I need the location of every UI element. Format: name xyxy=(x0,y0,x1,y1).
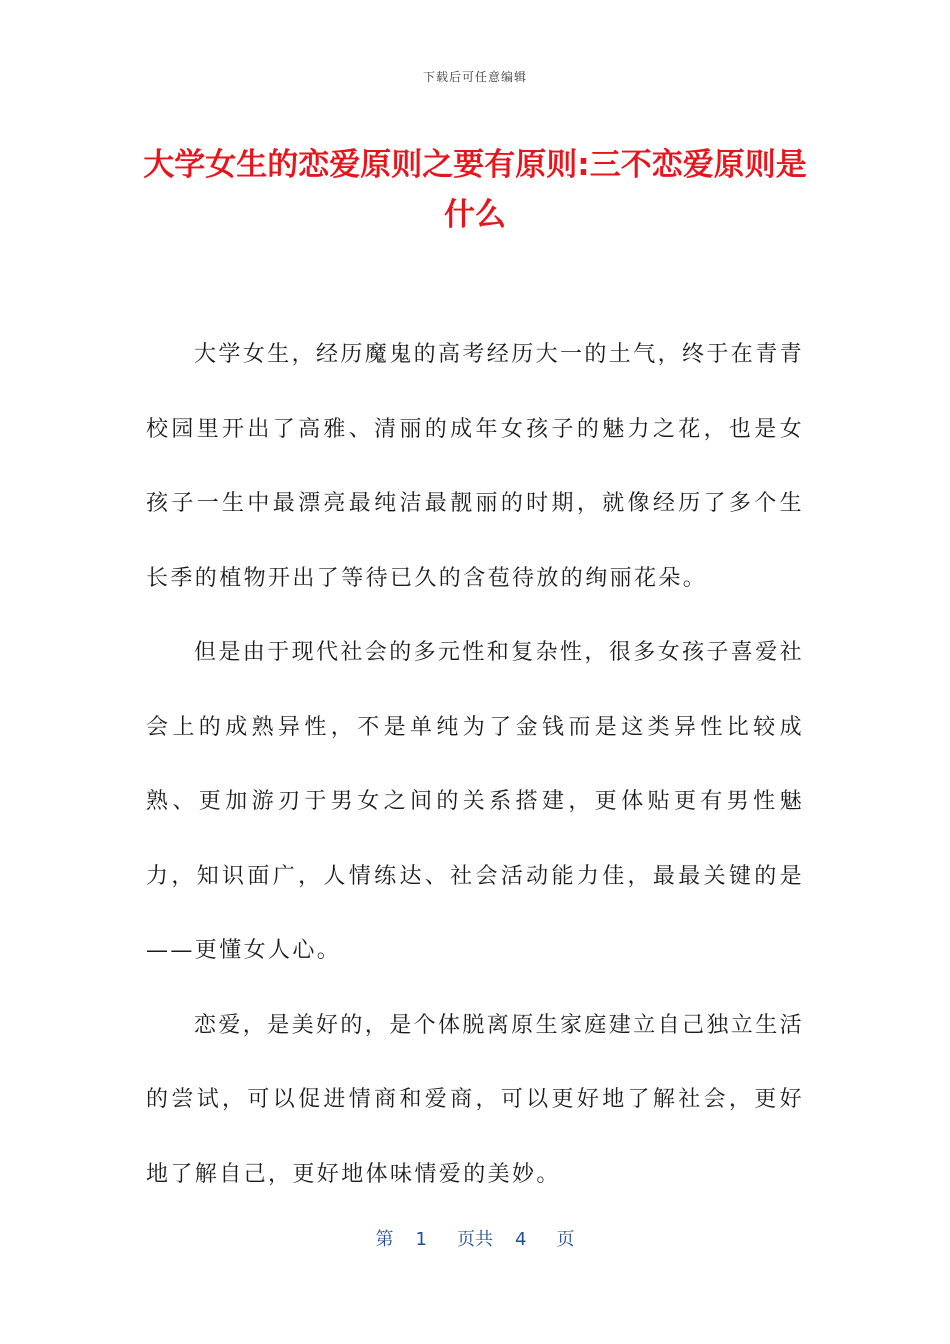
current-page-number: 1 xyxy=(415,1229,427,1250)
page-footer xyxy=(0,1225,950,1251)
paragraph: 大学女生，经历魔鬼的高考经历大一的土气，终于在青青校园里开出了高雅、清丽的成年女孩子的魅力之花，也是女孩子一生中最漂亮最纯洁最靓丽的时期，就像经历了多个生长季的植物开出了等待已久的含苞待放的绚丽花朵。 xyxy=(146,342,805,591)
page-suffix: 页 xyxy=(556,1229,575,1250)
header-note: 下载后可任意编辑 xyxy=(422,70,527,84)
paragraph: 但是由于现代社会的多元性和复杂性，很多女孩子喜爱社会上的成熟异性，不是单纯为了金钱而是这类异性比较成熟、更加游刃于男女之间的关系搭建，更体贴更有男性魅力，知识面广，人情练达、社会活动能力佳，最最关键的是——更懂女人心。 xyxy=(146,640,805,963)
total-pages-number: 4 xyxy=(515,1229,527,1250)
document-title: 大学女生的恋爱原则之要有原则:三不恋爱原则是什么 xyxy=(143,147,807,233)
document-body xyxy=(146,318,804,1212)
page-middle: 页共 xyxy=(457,1229,493,1250)
paragraph: 恋爱，是美好的，是个体脱离原生家庭建立自己独立生活的尝试，可以促进情商和爱商，可以更好地了解社会，更好地了解自己，更好地体味情爱的美妙。 xyxy=(146,1012,805,1187)
page-prefix: 第 xyxy=(375,1229,394,1250)
